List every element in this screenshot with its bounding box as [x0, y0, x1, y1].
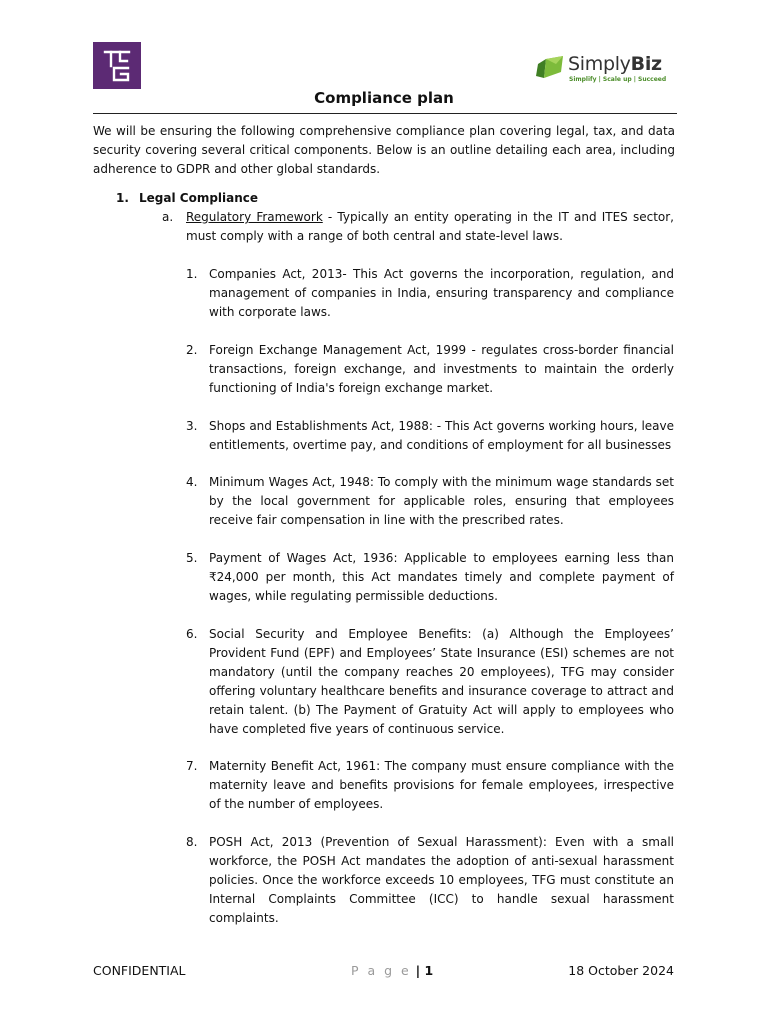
tfg-logo	[93, 42, 141, 89]
list-item-number: 4.	[186, 475, 198, 489]
footer-date: 18 October 2024	[568, 963, 674, 978]
list-item-number: 3.	[186, 419, 198, 433]
tfg-logo-mark	[102, 49, 132, 83]
list-item-number: 6.	[186, 627, 198, 641]
simplybiz-logo	[536, 53, 666, 85]
list-item-text: Maternity Benefit Act, 1961: The company must ensure compliance with the maternity leave and benefits provisions for female employees, irrespective of the number of employees.	[209, 759, 674, 811]
list-item-text: POSH Act, 2013 (Prevention of Sexual Harassment): Even with a small workforce, the POSH Act mandates the adoption of anti-sexual harassment policies. Once the workforce exceeds 10 employees, TFG must constitute an Internal Complaints Committee (ICC) to handle sexual harassment complaints.	[209, 835, 674, 925]
list-item-number: 1.	[186, 267, 198, 281]
footer-confidential: CONFIDENTIAL	[93, 963, 186, 978]
simplybiz-logo-mark	[536, 56, 564, 78]
simplybiz-wordmark: SimplyBiz	[568, 53, 662, 75]
simplybiz-tagline: Simplify | Scale up | Succeed	[569, 76, 667, 83]
subsection-text: - Typically an entity operating in the IT and ITES sector, must comply with a range of both central and state-level laws.	[186, 210, 674, 243]
title-rule	[93, 113, 677, 114]
list-item-text: Social Security and Employee Benefits: (a) Although the Employees’ Provident Fund (EPF) and Employees’ State Insurance (ESI) schemes are not mandatory (until the company reaches 20 employees), TFG may consider offering voluntary healthcare benefits and insurance coverage to attract and retain talent. (b) The Payment of Gratuity Act will apply to employees who have completed five years of continuous service.	[209, 627, 674, 736]
footer-page-value: 1	[424, 963, 434, 978]
footer-separator: |	[411, 963, 425, 978]
list-item-text: Companies Act, 2013- This Act governs the incorporation, regulation, and management of companies in India, ensuring transparency and compliance with corporate laws.	[209, 267, 674, 319]
footer-page-number	[351, 962, 433, 980]
intro-paragraph: We will be ensuring the following comprehensive compliance plan covering legal, tax, and data security covering several critical components. Below is an outline detailing each area, including adherence to GDPR and other global standards.	[93, 124, 675, 176]
list-item-number: 2.	[186, 343, 198, 357]
subsection-paragraph	[186, 208, 674, 246]
subsection-letter: a.	[162, 210, 174, 224]
list-item-text: Foreign Exchange Management Act, 1999 - regulates cross-border financial transactions, foreign exchange, and investments to maintain the orderly functioning of India's foreign exchange market.	[209, 343, 674, 395]
document-title: Compliance plan	[314, 89, 454, 107]
subsection-heading: Regulatory Framework	[186, 210, 323, 224]
footer-page-label: P a g e	[351, 963, 412, 978]
list-item-number: 7.	[186, 759, 198, 773]
list-item-number: 8.	[186, 835, 198, 849]
section-title: Legal Compliance	[139, 191, 259, 205]
section-number: 1.	[116, 191, 129, 205]
list-item-text: Shops and Establishments Act, 1988: - This Act governs working hours, leave entitlements, overtime pay, and conditions of employment for all businesses	[209, 419, 674, 452]
list-item-text: Minimum Wages Act, 1948: To comply with the minimum wage standards set by the local government for applicable roles, ensuring that employees receive fair compensation in line with the prescribed rates.	[209, 475, 674, 527]
list-item-text: Payment of Wages Act, 1936: Applicable to employees earning less than ₹24,000 per month, this Act mandates timely and complete payment of wages, while regulating permissible deductions.	[209, 551, 674, 603]
list-item-number: 5.	[186, 551, 198, 565]
